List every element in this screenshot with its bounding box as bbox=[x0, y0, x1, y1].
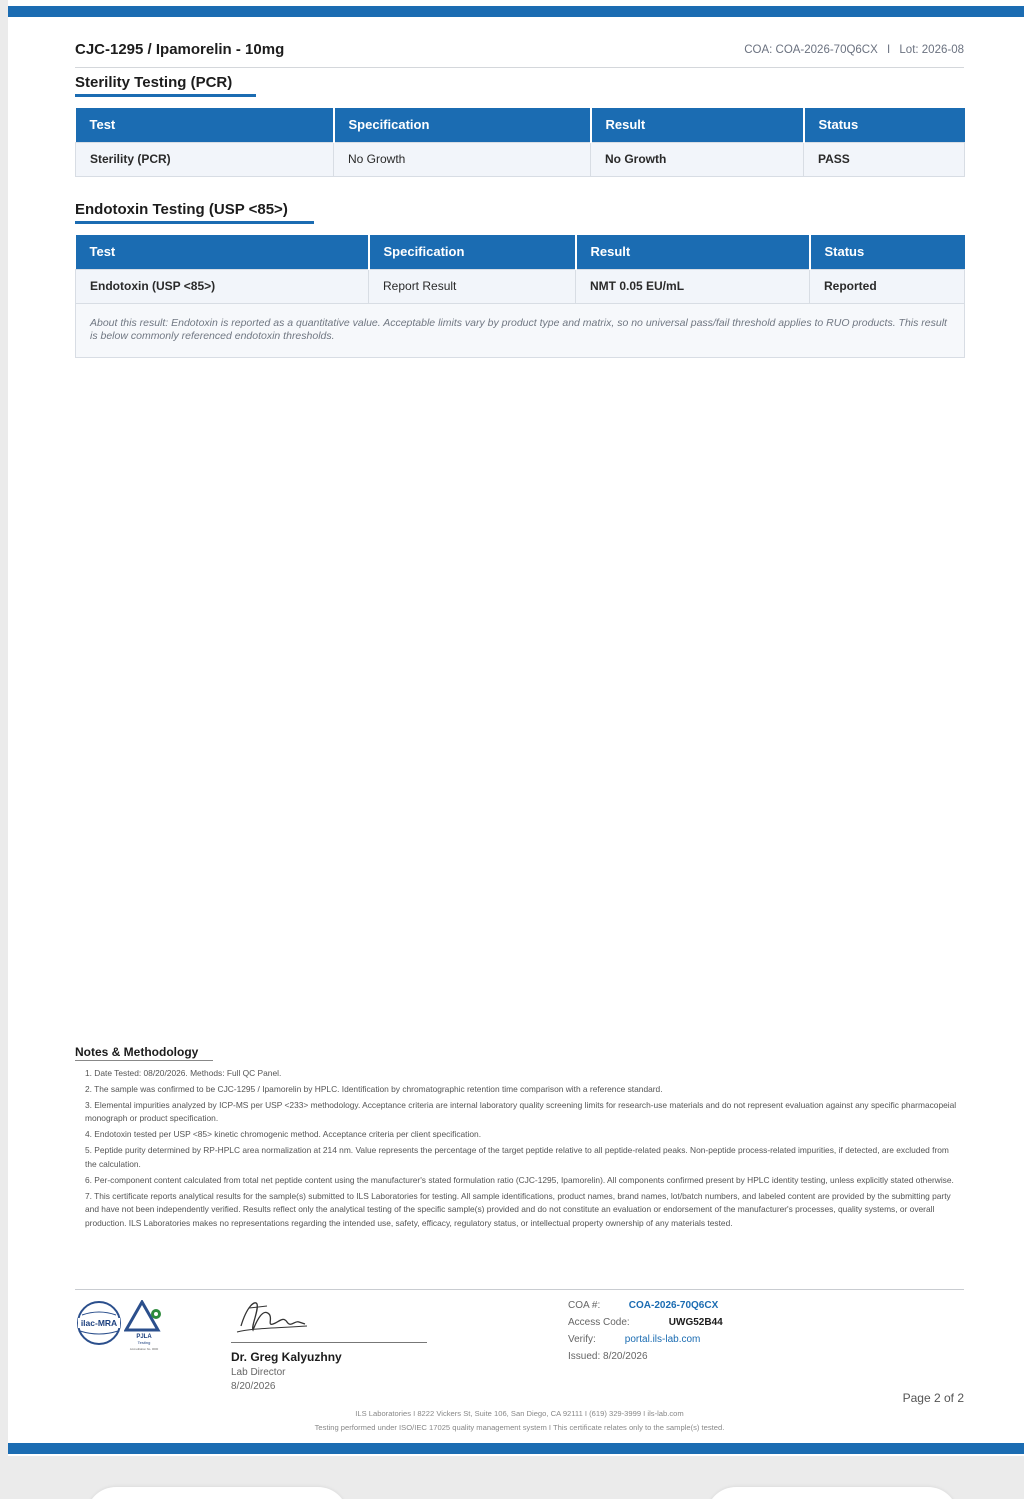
pjla-seal-small-text: Accreditation No. 0000 bbox=[129, 1347, 159, 1351]
note-row bbox=[76, 303, 965, 357]
verify-key: Verify: bbox=[568, 1334, 596, 1345]
footer-divider bbox=[75, 1289, 964, 1290]
pjla-seal-text: PJLA bbox=[136, 1334, 152, 1340]
access-code-row bbox=[568, 1317, 723, 1328]
list-item: 1. Date Tested: 08/20/2026. Methods: Full QC Panel. bbox=[85, 1068, 282, 1078]
sterility-title-underline bbox=[75, 94, 256, 97]
status-badge: PASS bbox=[804, 142, 965, 176]
issued-date: Issued: 8/20/2026 bbox=[568, 1351, 648, 1362]
header-divider bbox=[75, 67, 964, 68]
iso-disclaimer-footer: Testing performed under ISO/IEC 17025 quality management system I This certificate relates only to the sample(s) tested. bbox=[314, 1423, 725, 1432]
coa-number-label: COA: COA-2026-70Q6CX bbox=[744, 44, 878, 56]
list-item: 3. Elemental impurities analyzed by ICP-MS per USP <233> methodology. Acceptance criteria are internal laboratory quality screening limits for research-use materials and do not represent evaluation against any specific pharmacopeial monograph or product specification. bbox=[85, 1100, 957, 1124]
column-header-specification: Specification bbox=[334, 108, 591, 142]
pjla-seal-icon bbox=[124, 1300, 166, 1352]
signature-line bbox=[231, 1342, 427, 1343]
list-item: 4. Endotoxin tested per USP <85> kinetic chromogenic method. Acceptance criteria per client specification. bbox=[85, 1129, 482, 1140]
coa-number-value: COA-2026-70Q6CX bbox=[628, 1300, 719, 1311]
lot-label: Lot: 2026-08 bbox=[899, 44, 964, 56]
column-header-status: Status bbox=[804, 108, 965, 142]
specification-cell: No Growth bbox=[334, 142, 591, 176]
list-item: 2. The sample was confirmed to be CJC-1295 / Ipamorelin by HPLC. Identification by chromatographic retention time comparison with a reference standard. bbox=[85, 1084, 663, 1094]
list-item: 5. Peptide purity determined by RP-HPLC area normalization at 214 nm. Value represents the percentage of the target peptide relative to all peptide-related peaks. Non-peptide process-related impurities, if detected, are excluded from the calculation. bbox=[85, 1145, 949, 1169]
column-header-result: Result bbox=[591, 108, 804, 142]
verify-row bbox=[568, 1334, 700, 1345]
list-item: 6. Per-component content calculated from total net peptide content using the manufacturer's stated formulation ratio (CJC-1295, Ipamorelin). All components confirmed present by HPLC identity testing, unless explicitly stated otherwise. bbox=[85, 1174, 954, 1185]
signatory-role: Lab Director bbox=[231, 1367, 286, 1378]
table-row bbox=[76, 269, 965, 303]
document-meta bbox=[744, 44, 964, 56]
signature-date: 8/20/2026 bbox=[231, 1381, 276, 1392]
specification-cell: Report Result bbox=[369, 269, 576, 303]
endotoxin-section-title: Endotoxin Testing (USP <85>) bbox=[75, 201, 288, 218]
notes-title-underline bbox=[75, 1060, 213, 1061]
page-number: Page 2 of 2 bbox=[902, 1391, 964, 1405]
certificate-page bbox=[8, 0, 1024, 1456]
test-name-cell: Sterility (PCR) bbox=[76, 142, 334, 176]
column-header-status: Status bbox=[810, 235, 965, 269]
lab-address-footer: ILS Laboratories I 8222 Vickers St, Suite 106, San Diego, CA 92111 I (619) 329-3999 I ils-lab.com bbox=[355, 1409, 684, 1418]
verify-portal-link[interactable]: portal.ils-lab.com bbox=[624, 1334, 701, 1345]
meta-separator: I bbox=[887, 44, 891, 56]
table-row bbox=[76, 142, 965, 176]
column-header-test: Test bbox=[76, 108, 334, 142]
signatory-name: Dr. Greg Kalyuzhny bbox=[231, 1350, 342, 1364]
pjla-seal-subtext: Testing bbox=[137, 1340, 151, 1345]
status-badge: Reported bbox=[810, 269, 965, 303]
ilac-mra-seal-icon bbox=[76, 1300, 122, 1346]
notes-list bbox=[85, 1067, 960, 1233]
ilac-seal-text: ilac-MRA bbox=[80, 1318, 118, 1328]
bottom-tab-right bbox=[706, 1487, 958, 1499]
column-header-result: Result bbox=[576, 235, 810, 269]
access-code-value: UWG52B44 bbox=[668, 1317, 723, 1328]
bottom-tab-left bbox=[86, 1487, 348, 1499]
column-header-test: Test bbox=[76, 235, 369, 269]
document-title: CJC-1295 / Ipamorelin - 10mg bbox=[75, 41, 285, 58]
notes-section-title: Notes & Methodology bbox=[75, 1045, 199, 1059]
access-code-key: Access Code: bbox=[568, 1317, 630, 1328]
result-cell: NMT 0.05 EU/mL bbox=[576, 269, 810, 303]
sterility-table bbox=[75, 108, 965, 177]
coa-number-row bbox=[568, 1300, 718, 1311]
endotoxin-result-note: About this result: Endotoxin is reported as a quantitative value. Acceptable limits vary by product type and matrix, so no universal pass/fail threshold applies to RUO products. This result is below commonly referenced endotoxin thresholds. bbox=[76, 303, 965, 357]
endotoxin-table bbox=[75, 235, 965, 358]
list-item: 7. This certificate reports analytical results for the sample(s) submitted to ILS Laboratories for testing. All sample identifications, product names, brand names, lot/batch numbers, and labeled content are provided by the submitting party and have not been independently verified. Results reflect only the analytical testing of the specific sample(s) provided and do not constitute an evaluation or endorsement of the manufacturer's processes, quality systems, or overall production. ILS Laboratories makes no representations regarding the intended use, safety, efficacy, regulatory status, or intellectual property ownership of any materials tested. bbox=[85, 1190, 951, 1228]
signature-image bbox=[233, 1296, 313, 1340]
issued-row bbox=[568, 1351, 648, 1362]
table-header-row bbox=[76, 235, 965, 269]
top-brand-bar bbox=[8, 6, 1024, 17]
endotoxin-title-underline bbox=[75, 221, 314, 224]
coa-number-key: COA #: bbox=[568, 1300, 601, 1311]
bottom-brand-bar bbox=[8, 1443, 1024, 1454]
sterility-section-title: Sterility Testing (PCR) bbox=[75, 74, 233, 91]
result-cell: No Growth bbox=[591, 142, 804, 176]
table-header-row bbox=[76, 108, 965, 142]
column-header-specification: Specification bbox=[369, 235, 576, 269]
test-name-cell: Endotoxin (USP <85>) bbox=[76, 269, 369, 303]
